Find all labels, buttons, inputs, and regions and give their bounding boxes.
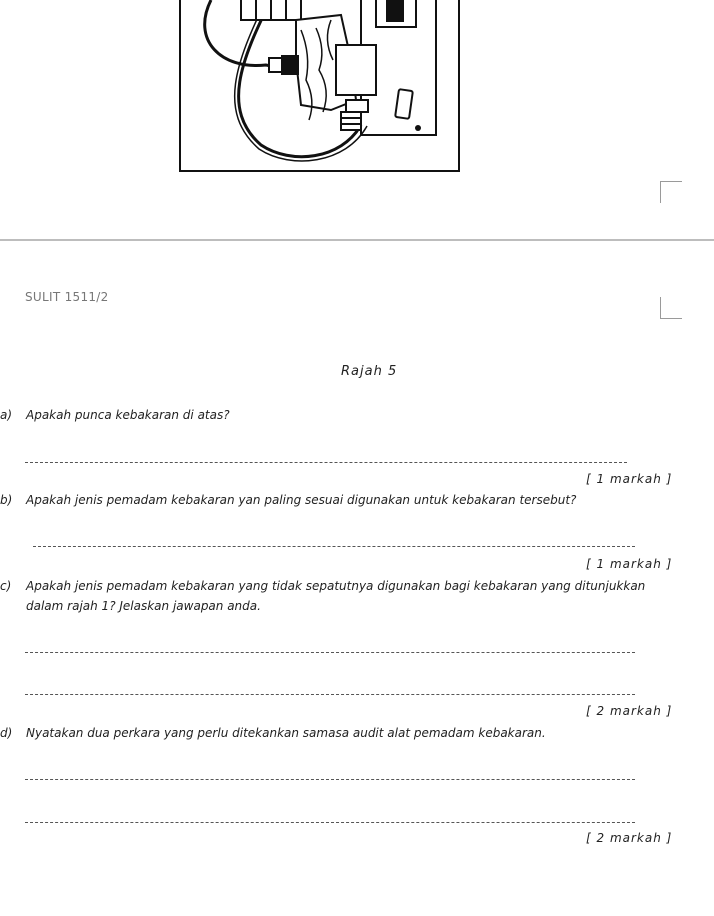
answer-line[interactable]	[25, 694, 635, 695]
question-b	[0, 490, 700, 510]
answer-line[interactable]	[25, 822, 635, 823]
answer-line[interactable]	[25, 779, 635, 780]
figure-caption: Rajah 5	[341, 364, 398, 379]
marks-label: [ 1 markah ]	[586, 557, 673, 571]
question-a	[0, 405, 700, 425]
question-d	[0, 723, 700, 743]
question-letter: b)	[0, 493, 13, 507]
page-header-code: SULIT 1511/2	[25, 290, 109, 304]
question-text-continued: dalam rajah 1? Jelaskan jawapan anda.	[26, 599, 261, 613]
page-divider	[0, 239, 714, 241]
answer-line[interactable]	[33, 546, 635, 547]
answer-line[interactable]	[25, 652, 635, 653]
question-letter: d)	[0, 726, 13, 740]
figure-image	[179, 0, 460, 172]
question-letter: a)	[0, 408, 13, 422]
question-text: Apakah jenis pemadam kebakaran yan paling sesuai digunakan untuk kebakaran tersebut?	[26, 493, 577, 507]
page-corner-mark-top	[660, 181, 682, 203]
question-c	[0, 576, 700, 616]
question-text: Apakah jenis pemadam kebakaran yang tidak sepatutnya digunakan bagi kebakaran yang ditunjukkan	[26, 579, 646, 593]
marks-label: [ 1 markah ]	[586, 472, 673, 486]
question-text: Apakah punca kebakaran di atas?	[26, 408, 230, 422]
marks-label: [ 2 markah ]	[586, 831, 673, 845]
marks-label: [ 2 markah ]	[586, 704, 673, 718]
question-text: Nyatakan dua perkara yang perlu ditekankan samasa audit alat pemadam kebakaran.	[26, 726, 546, 740]
answer-line[interactable]	[25, 462, 627, 463]
fire-extinguisher-illustration	[181, 0, 460, 172]
page-corner-mark-bottom	[660, 297, 682, 319]
question-letter: c)	[0, 579, 12, 593]
